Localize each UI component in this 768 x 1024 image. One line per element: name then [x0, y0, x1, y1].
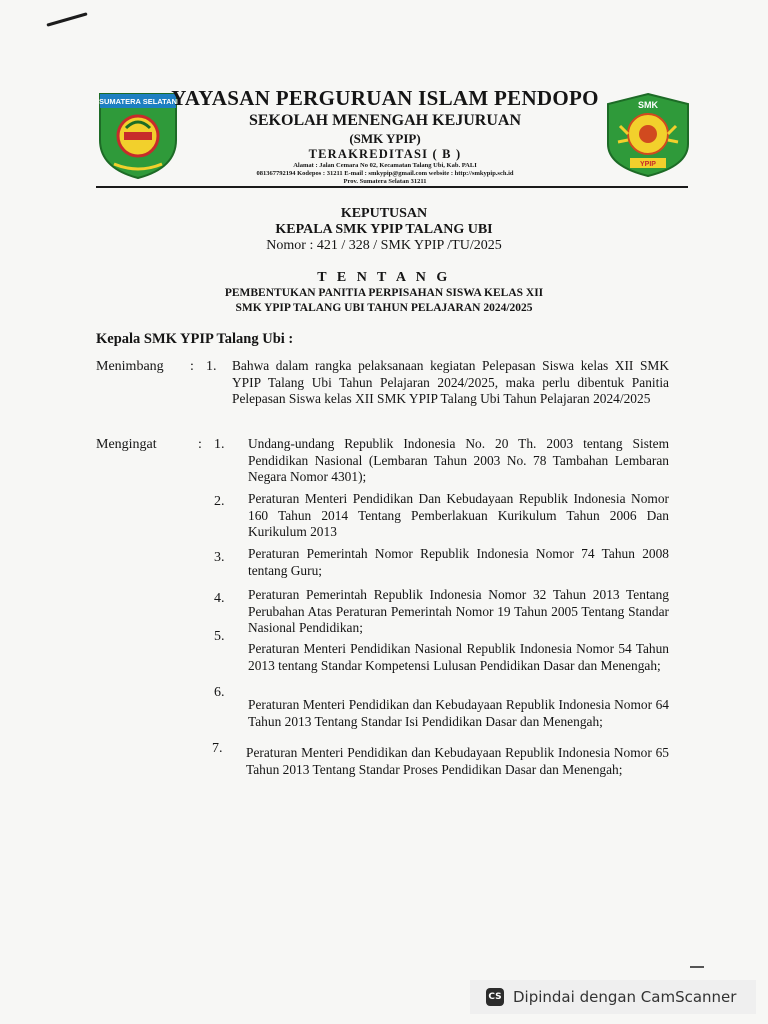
menimbang-item-1-text: Bahwa dalam rangka pelaksanaan kegiatan Pelepasan Siswa kelas XII SMK YPIP Talang Ubi Tahun Pelajaran 2024/2025, maka perlu dibentuk Panitia Pelepasan Siswa kelas XII SMK YPIP Talang Ubi Tahun Pelajaran 2024/2025: [232, 358, 669, 406]
subject-title: T E N T A N G: [317, 270, 451, 285]
pen-mark: [46, 12, 87, 26]
menimbang-label: Menimbang: [96, 359, 164, 374]
mengingat-item-number: 4.: [214, 591, 225, 606]
mengingat-item-text: Peraturan Pemerintah Nomor Republik Indonesia Nomor 74 Tahun 2008 tentang Guru;: [248, 546, 669, 578]
subject-line-1: PEMBENTUKAN PANITIA PERPISAHAN SISWA KELAS XII: [224, 287, 544, 299]
school-address: Alamat : Jalan Cemara No 02, Kecamatan Talang Ubi, Kab. PALI: [293, 162, 477, 169]
accreditation: TERAKREDITASI ( B ): [308, 147, 462, 161]
mengingat-item-text: Peraturan Menteri Pendidikan Nasional Republik Indonesia Nomor 54 Tahun 2013 tentang Standar Kompetensi Lulusan Pendidikan Dasar dan Menengah;: [248, 641, 669, 673]
school-logo-text: SMK: [638, 100, 658, 110]
decree-issuer: KEPALA SMK YPIP TALANG UBI: [275, 222, 493, 237]
menimbang-item-text: [232, 358, 669, 408]
decree-title: KEPUTUSAN: [340, 206, 428, 221]
mengingat-item-number: 7.: [212, 741, 223, 756]
menimbang-colon: :: [190, 359, 194, 374]
decree-number: Nomor : 421 / 328 / SMK YPIP /TU/2025: [266, 238, 502, 253]
mengingat-item-text: Peraturan Menteri Pendidikan dan Kebudayaan Republik Indonesia Nomor 65 Tahun 2013 Tentang Standar Proses Pendidikan Dasar dan Menengah;: [246, 745, 669, 777]
province-logo: [96, 88, 180, 180]
mengingat-item-number: 5.: [214, 629, 225, 644]
mengingat-item-number: 3.: [214, 550, 225, 565]
mengingat-item-number: 1.: [214, 437, 225, 452]
school-logo: [604, 92, 692, 178]
foundation-name: YAYASAN PERGURUAN ISLAM PENDOPO: [171, 86, 599, 110]
menimbang-item-number: 1.: [206, 359, 217, 374]
letterhead: [170, 86, 600, 186]
mengingat-label: Mengingat: [96, 437, 157, 452]
mengingat-item-number: 6.: [214, 685, 225, 700]
school-short-name: (SMK YPIP): [349, 131, 421, 146]
school-name: SEKOLAH MENENGAH KEJURUAN: [248, 112, 522, 129]
camscanner-icon: CS: [486, 988, 504, 1006]
mengingat-item-text: Peraturan Menteri Pendidikan dan Kebudayaan Republik Indonesia Nomor 64 Tahun 2013 Tentang Standar Isi Pendidikan Dasar dan Menengah;: [248, 697, 669, 729]
province-logo-text: SUMATERA SELATAN: [98, 97, 178, 106]
scanner-watermark: [470, 980, 756, 1014]
letterhead-divider: [96, 186, 688, 188]
mengingat-colon: :: [198, 437, 202, 452]
mengingat-item-text: Peraturan Menteri Pendidikan Dan Kebudayaan Republik Indonesia Nomor 160 Tahun 2014 Tentang Pemberlakuan Kurikulum Tahun 2006 Dan Kurikulum 2013: [248, 491, 669, 539]
addressee: Kepala SMK YPIP Talang Ubi :: [96, 331, 294, 347]
school-contact: 081367792194 Kodepos : 31211 E-mail : smkypip@gmail.com website : http://smkypip.sch.id: [256, 170, 514, 177]
ink-speck: [690, 966, 704, 968]
scanner-text: Dipindai dengan CamScanner: [513, 988, 737, 1006]
school-province: Prov. Sumatera Selatan 31211: [343, 178, 427, 185]
subject-line-2: SMK YPIP TALANG UBI TAHUN PELAJARAN 2024/2025: [235, 302, 533, 314]
mengingat-item-text: Undang-undang Republik Indonesia No. 20 Th. 2003 tentang Sistem Pendidikan Nasional (Lembaran Tahun 2003 No. 78 Tambahan Lembaran Negara Nomor 4301);: [248, 436, 669, 484]
mengingat-item-text: Peraturan Pemerintah Republik Indonesia Nomor 32 Tahun 2013 Tentang Perubahan Atas Peraturan Pemerintah Nomor 19 Tahun 2005 Tentang Standar Nasional Pendidikan;: [248, 587, 669, 635]
mengingat-item-number: 2.: [214, 494, 225, 509]
school-logo-sub: YPIP: [640, 161, 656, 168]
